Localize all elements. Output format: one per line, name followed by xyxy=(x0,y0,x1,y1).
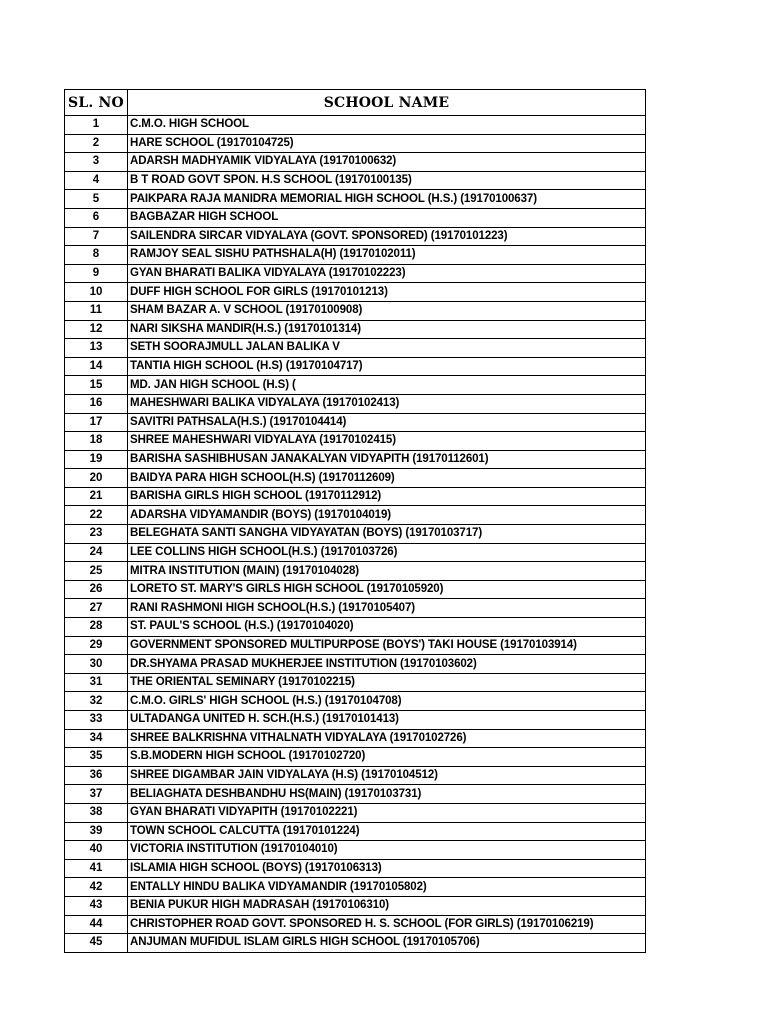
sl-no-cell: 41 xyxy=(65,859,128,878)
school-name-cell: ADARSHA VIDYAMANDIR (BOYS) (19170104019) xyxy=(128,506,646,525)
sl-no-cell: 24 xyxy=(65,543,128,562)
school-name-cell: CHRISTOPHER ROAD GOVT. SPONSORED H. S. SCHOOL (FOR GIRLS) (19170106219) xyxy=(128,915,646,934)
sl-no-cell: 25 xyxy=(65,562,128,581)
school-name-cell: GYAN BHARATI VIDYAPITH (19170102221) xyxy=(128,803,646,822)
table-row xyxy=(65,413,646,432)
table-row xyxy=(65,357,646,376)
sl-no-cell: 9 xyxy=(65,264,128,283)
school-name-cell: BELIAGHATA DESHBANDHU HS(MAIN) (19170103731) xyxy=(128,785,646,804)
school-list-sheet xyxy=(64,89,645,953)
table-row xyxy=(65,841,646,860)
sl-no-cell: 12 xyxy=(65,320,128,339)
sl-no-cell: 31 xyxy=(65,673,128,692)
school-name-cell: NARI SIKSHA MANDIR(H.S.) (19170101314) xyxy=(128,320,646,339)
school-name-cell: GYAN BHARATI BALIKA VIDYALAYA (19170102223) xyxy=(128,264,646,283)
table-row xyxy=(65,636,646,655)
table-row xyxy=(65,711,646,730)
school-name-cell: ANJUMAN MUFIDUL ISLAM GIRLS HIGH SCHOOL (19170105706) xyxy=(128,934,646,953)
table-row xyxy=(65,673,646,692)
table-row xyxy=(65,525,646,544)
school-name-cell: PAIKPARA RAJA MANIDRA MEMORIAL HIGH SCHOOL (H.S.) (19170100637) xyxy=(128,190,646,209)
table-row xyxy=(65,618,646,637)
sl-no-cell: 16 xyxy=(65,394,128,413)
sl-no-cell: 30 xyxy=(65,655,128,674)
sl-no-cell: 35 xyxy=(65,748,128,767)
table-row xyxy=(65,283,646,302)
sl-no-cell: 14 xyxy=(65,357,128,376)
sl-no-cell: 6 xyxy=(65,208,128,227)
sl-no-cell: 1 xyxy=(65,116,128,135)
table-row xyxy=(65,580,646,599)
table-row xyxy=(65,934,646,953)
header-sl-no: SL. NO xyxy=(65,90,128,116)
sl-no-cell: 34 xyxy=(65,729,128,748)
table-row xyxy=(65,469,646,488)
sl-no-cell: 18 xyxy=(65,432,128,451)
school-name-cell: BAGBAZAR HIGH SCHOOL xyxy=(128,208,646,227)
school-name-cell: SHREE BALKRISHNA VITHALNATH VIDYALAYA (19170102726) xyxy=(128,729,646,748)
table-row xyxy=(65,803,646,822)
table-row xyxy=(65,208,646,227)
table-body xyxy=(65,116,646,953)
school-name-cell: MITRA INSTITUTION (MAIN) (19170104028) xyxy=(128,562,646,581)
school-name-cell: ULTADANGA UNITED H. SCH.(H.S.) (19170101413) xyxy=(128,711,646,730)
school-name-cell: S.B.MODERN HIGH SCHOOL (19170102720) xyxy=(128,748,646,767)
table-row xyxy=(65,729,646,748)
sl-no-cell: 42 xyxy=(65,878,128,897)
school-name-cell: BELEGHATA SANTI SANGHA VIDYAYATAN (BOYS) (19170103717) xyxy=(128,525,646,544)
table-row xyxy=(65,190,646,209)
table-row xyxy=(65,748,646,767)
school-name-cell: C.M.O. GIRLS' HIGH SCHOOL (H.S.) (19170104708) xyxy=(128,692,646,711)
table-row xyxy=(65,376,646,395)
table-row xyxy=(65,896,646,915)
school-name-cell: BARISHA SASHIBHUSAN JANAKALYAN VIDYAPITH (19170112601) xyxy=(128,450,646,469)
sl-no-cell: 28 xyxy=(65,618,128,637)
school-name-cell: ISLAMIA HIGH SCHOOL (BOYS) (19170106313) xyxy=(128,859,646,878)
table-row xyxy=(65,859,646,878)
table-row xyxy=(65,915,646,934)
sl-no-cell: 3 xyxy=(65,153,128,172)
table-row xyxy=(65,450,646,469)
table-row xyxy=(65,878,646,897)
table-row xyxy=(65,487,646,506)
header-school-name: SCHOOL NAME xyxy=(128,90,646,116)
school-name-cell: SHAM BAZAR A. V SCHOOL (19170100908) xyxy=(128,301,646,320)
sl-no-cell: 38 xyxy=(65,803,128,822)
school-name-cell: C.M.O. HIGH SCHOOL xyxy=(128,116,646,135)
school-name-cell: BARISHA GIRLS HIGH SCHOOL (19170112912) xyxy=(128,487,646,506)
school-name-cell: MAHESHWARI BALIKA VIDYALAYA (19170102413) xyxy=(128,394,646,413)
school-name-cell: GOVERNMENT SPONSORED MULTIPURPOSE (BOYS') TAKI HOUSE (19170103914) xyxy=(128,636,646,655)
sl-no-cell: 10 xyxy=(65,283,128,302)
sl-no-cell: 21 xyxy=(65,487,128,506)
table-row xyxy=(65,339,646,358)
sl-no-cell: 29 xyxy=(65,636,128,655)
sl-no-cell: 8 xyxy=(65,246,128,265)
sl-no-cell: 23 xyxy=(65,525,128,544)
sl-no-cell: 5 xyxy=(65,190,128,209)
sl-no-cell: 22 xyxy=(65,506,128,525)
school-name-cell: THE ORIENTAL SEMINARY (19170102215) xyxy=(128,673,646,692)
table-row xyxy=(65,301,646,320)
sl-no-cell: 37 xyxy=(65,785,128,804)
table-row xyxy=(65,506,646,525)
sl-no-cell: 40 xyxy=(65,841,128,860)
school-name-cell: MD. JAN HIGH SCHOOL (H.S) ( xyxy=(128,376,646,395)
sl-no-cell: 33 xyxy=(65,711,128,730)
table-row xyxy=(65,116,646,135)
table-row xyxy=(65,655,646,674)
school-name-cell: ST. PAUL'S SCHOOL (H.S.) (19170104020) xyxy=(128,618,646,637)
table-row xyxy=(65,822,646,841)
table-row xyxy=(65,692,646,711)
school-name-cell: TANTIA HIGH SCHOOL (H.S) (19170104717) xyxy=(128,357,646,376)
school-name-cell: SAVITRI PATHSALA(H.S.) (19170104414) xyxy=(128,413,646,432)
school-name-cell: HARE SCHOOL (19170104725) xyxy=(128,134,646,153)
sl-no-cell: 7 xyxy=(65,227,128,246)
table-row xyxy=(65,432,646,451)
school-table xyxy=(64,89,646,953)
sl-no-cell: 32 xyxy=(65,692,128,711)
table-row xyxy=(65,227,646,246)
school-name-cell: LEE COLLINS HIGH SCHOOL(H.S.) (19170103726) xyxy=(128,543,646,562)
school-name-cell: RANI RASHMONI HIGH SCHOOL(H.S.) (19170105407) xyxy=(128,599,646,618)
sl-no-cell: 15 xyxy=(65,376,128,395)
school-name-cell: RAMJOY SEAL SISHU PATHSHALA(H) (19170102011) xyxy=(128,246,646,265)
school-name-cell: VICTORIA INSTITUTION (19170104010) xyxy=(128,841,646,860)
school-name-cell: BENIA PUKUR HIGH MADRASAH (19170106310) xyxy=(128,896,646,915)
sl-no-cell: 13 xyxy=(65,339,128,358)
sl-no-cell: 39 xyxy=(65,822,128,841)
table-row xyxy=(65,543,646,562)
sl-no-cell: 19 xyxy=(65,450,128,469)
sl-no-cell: 44 xyxy=(65,915,128,934)
school-name-cell: SHREE DIGAMBAR JAIN VIDYALAYA (H.S) (19170104512) xyxy=(128,766,646,785)
table-row xyxy=(65,153,646,172)
sl-no-cell: 20 xyxy=(65,469,128,488)
sl-no-cell: 27 xyxy=(65,599,128,618)
table-row xyxy=(65,171,646,190)
table-row xyxy=(65,599,646,618)
sl-no-cell: 17 xyxy=(65,413,128,432)
sl-no-cell: 2 xyxy=(65,134,128,153)
sl-no-cell: 11 xyxy=(65,301,128,320)
table-header xyxy=(65,90,646,116)
table-row xyxy=(65,394,646,413)
school-name-cell: TOWN SCHOOL CALCUTTA (19170101224) xyxy=(128,822,646,841)
table-row xyxy=(65,246,646,265)
school-name-cell: DUFF HIGH SCHOOL FOR GIRLS (19170101213) xyxy=(128,283,646,302)
table-row xyxy=(65,264,646,283)
school-name-cell: ADARSH MADHYAMIK VIDYALAYA (19170100632) xyxy=(128,153,646,172)
sl-no-cell: 26 xyxy=(65,580,128,599)
school-name-cell: B T ROAD GOVT SPON. H.S SCHOOL (19170100135) xyxy=(128,171,646,190)
school-name-cell: ENTALLY HINDU BALIKA VIDYAMANDIR (19170105802) xyxy=(128,878,646,897)
sl-no-cell: 36 xyxy=(65,766,128,785)
sl-no-cell: 43 xyxy=(65,896,128,915)
sl-no-cell: 4 xyxy=(65,171,128,190)
school-name-cell: BAIDYA PARA HIGH SCHOOL(H.S) (19170112609) xyxy=(128,469,646,488)
school-name-cell: DR.SHYAMA PRASAD MUKHERJEE INSTITUTION (19170103602) xyxy=(128,655,646,674)
header-row xyxy=(65,90,646,116)
table-row xyxy=(65,562,646,581)
sl-no-cell: 45 xyxy=(65,934,128,953)
school-name-cell: LORETO ST. MARY'S GIRLS HIGH SCHOOL (19170105920) xyxy=(128,580,646,599)
school-name-cell: SHREE MAHESHWARI VIDYALAYA (19170102415) xyxy=(128,432,646,451)
table-row xyxy=(65,785,646,804)
table-row xyxy=(65,134,646,153)
table-row xyxy=(65,320,646,339)
school-name-cell: SETH SOORAJMULL JALAN BALIKA V xyxy=(128,339,646,358)
school-name-cell: SAILENDRA SIRCAR VIDYALAYA (GOVT. SPONSORED) (19170101223) xyxy=(128,227,646,246)
table-row xyxy=(65,766,646,785)
